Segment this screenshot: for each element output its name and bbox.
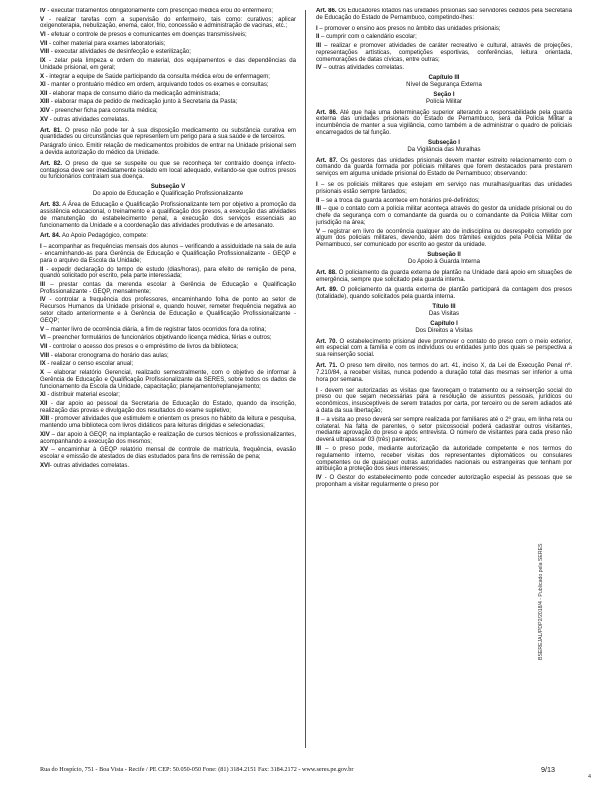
- clause-number: IV: [40, 8, 46, 14]
- clause-paragraph: [40, 335, 296, 342]
- article-paragraph: [316, 270, 572, 284]
- paragraph-text: – a visita ao preso deverá ser sempre realizada por familiares até o 2º grau, em linha reta ou colateral. Na falta de parentes, o setor psicossocial poderá cadastrar outros visitantes, mediante aprovação do preso e após entrevista. O número de visitantes para cada preso não deverá ultrapassar 03 (três) parentes;: [316, 416, 572, 444]
- paragraph-text: – se os policiais militares que estejam em serviço nas muralhas/guaritas das unidades prisionais estão sempre fardados;: [316, 182, 572, 195]
- paragraph-text: - colher material para exames laboratoriais;: [47, 40, 166, 47]
- paragraph-text: – preencher formulários de funcionários objetivando licença médica, férias e outros;: [45, 335, 272, 342]
- paragraph-text: - O Gestor do estabelecimento pode conceder autorização especial às pessoas que se proponham a visitar regularmente o preso por: [316, 475, 572, 488]
- clause-paragraph: [40, 58, 296, 72]
- paragraph-text: - distribuir material escolar;: [45, 392, 120, 399]
- clause-paragraph: [40, 32, 296, 39]
- clause-paragraph: [40, 244, 296, 265]
- paragraph-text: - expedir declaração do tempo de estudo (dias/horas), para efeito de remição de pena, quando solicitado por escrito, pela parte interessada;: [40, 266, 296, 280]
- clause-paragraph: [316, 43, 572, 64]
- clause-paragraph: [40, 82, 296, 89]
- clause-paragraph: [40, 432, 296, 446]
- clause-number: III: [316, 445, 322, 452]
- clause-number: VI: [40, 335, 46, 342]
- paragraph-text: – dar apoio à GEQP, na implantação e realização de cursos técnicos e profissionalizantes, acompanhando a execução dos mesmos;: [40, 431, 296, 445]
- paragraph-text: - controlar o acesso dos presos e o empréstimo de livros da biblioteca;: [47, 343, 239, 350]
- clause-paragraph: [316, 182, 572, 196]
- clause-number: III: [316, 206, 322, 213]
- clause-number: IX: [40, 361, 46, 368]
- page-number: 9/13: [541, 765, 555, 774]
- article-paragraph: [316, 158, 572, 179]
- clause-number: XI: [40, 392, 46, 399]
- paragraph-text: O policiamento da guarda externa de plantão na Unidade dará apoio em situações de emergência, sempre que solicitado pela guarda interna.: [316, 269, 572, 283]
- article-label: Art. 87.: [316, 157, 338, 164]
- article-paragraph: [316, 339, 572, 360]
- paragraph-text: - integrar a equipe de Saúde participando da consulta médica e/ou de enfermagem;: [44, 73, 270, 80]
- clause-paragraph: [40, 117, 296, 124]
- paragraph-text: - dar apoio ao pessoal da Secretaria de Educação do Estado, quando da inscrição, realização das provas e divulgação dos resultados do exame supletivo;: [40, 400, 296, 414]
- paragraph-text: - manter o prontuário médico em ordem, arquivando todos os exames e consultas;: [45, 82, 269, 89]
- paragraph-text: – que o contato com a polícia militar aconteça através do gestor da unidade prisional ou do chefe da segurança com o comandante da guarda ou o comandante da Polícia Militar com jurisdição na área;: [316, 206, 572, 226]
- section-subtitle: Do apoio de Educação e Qualificação Profissionalizante: [92, 191, 244, 198]
- article-label: Art. 83.: [40, 201, 61, 208]
- clause-number: IV: [316, 65, 322, 72]
- footer-address: Rua do Hospício, 751 - Boa Vista - Recife / PE CEP: 50.050-050 Fone: (81) 3184.2151 Fax: 3184.2172 - www.seres.pe.gov.br: [40, 766, 354, 773]
- clause-number: VIII: [40, 352, 50, 359]
- section-subtitle: Dos Direitos a Visitas: [415, 327, 473, 334]
- paragraph-text: - realizar tarefas com a supervisão do enfermeiro, tais como: curativos; aplicar oxigenoterapia, nebulização, enema, calor, frio, concessão e administração de vacinas, etc.;: [40, 16, 296, 30]
- article-label: Art. 71.: [316, 363, 338, 370]
- clause-paragraph: [40, 361, 296, 368]
- paragraph-text: - controlar a frequência dos professores, encaminhando folha de ponto ao setor de Recursos Humanos da Unidade prisional e, quando houver, remeter frequência negativa ao setor citado anteriormente e à Gerência de Educação e Qualificação Profissionalizante - GEQP;: [40, 297, 296, 325]
- paragraph-text: O preso de que se suspeite ou que se reconheça ter contraído doença infecto-contagiosa deve ser imediatamente isolado em local adequado, evitando-se que outros presos ou funcionários contraiam sua doença.: [40, 160, 296, 181]
- clause-number: VIII: [40, 49, 50, 56]
- clause-number: X: [40, 369, 45, 376]
- paragraph-text: - outras atividades correlatas.: [49, 462, 130, 469]
- paragraph-text: - executar atividades de desinfecção e esterilização;: [49, 49, 191, 56]
- section-subtitle: Das Visitas: [428, 311, 460, 317]
- article-label: Art. 86.: [316, 8, 337, 14]
- clause-number: VII: [40, 40, 48, 47]
- article-label: Art. 70.: [316, 338, 338, 345]
- article-paragraph: [316, 287, 572, 301]
- paragraph-text: Os gestores das unidades prisionais devem manter estreito relacionamento com o comando da guarda formada por policiais militares que forem destacados para prestarem serviços em alguma unidade prisional do Estado de Pernambuco; observando:: [316, 157, 572, 178]
- article-label: Art. 81.: [40, 127, 62, 134]
- article-label: Art. 84.: [40, 233, 61, 240]
- paragraph-text: – cumprir com o calendário escolar;: [319, 34, 417, 41]
- column-divider: [305, 10, 306, 748]
- clause-number: VII: [40, 343, 48, 350]
- paragraph-text: – encaminhar à GEQP relatório mensal de controle de matrícula, frequência, evasão escolar e emissão de atestados de dias estudados para fins de remissão de pena;: [40, 447, 296, 461]
- clause-paragraph: [40, 41, 296, 48]
- clause-number: II: [316, 197, 320, 204]
- paragraph-text: – registrar em livro de ocorrência qualquer ato de indisciplina ou desrespeito cometido por algum dos policiais militares, devendo, além dos trâmites exigidos pela Polícia Militar de Pernambuco, ser comunicado por escrito ao gestor da unidade.: [316, 228, 572, 249]
- paragraph-text: – acompanhar as frequências mensais dos alunos – verificando a assiduidade na sala de aula - encaminhando-as para Gerência de Educação e Qualificação Profissionalizante - GEQP e para o arquivo da Escola da Unidade;: [40, 244, 296, 264]
- clause-number: XII: [40, 90, 48, 97]
- clause-number: XIII: [40, 416, 50, 423]
- clause-paragraph: [40, 17, 296, 31]
- section-heading: Capítulo III: [428, 75, 460, 82]
- clause-paragraph: [316, 229, 572, 250]
- clause-number: XI: [40, 82, 46, 89]
- paragraph-text: O preso não pode ter à sua disposição medicamento ou substância curativa em quantidades ou circunstâncias que representem um perigo para a sua saúde e de terceiros.: [40, 127, 296, 141]
- section-subtitle: Polícia Militar: [426, 98, 462, 105]
- paragraph-text: – manter livro de ocorrência diária, a fim de registrar fatos ocorridos fora da rotina;: [44, 326, 267, 333]
- article-paragraph: [316, 363, 572, 384]
- side-stamp: BSEREJAL/PDP2/2018/4 - Publicado pela SERES: [538, 543, 544, 660]
- clause-number: XVI: [40, 462, 50, 469]
- clause-number: XIV: [40, 431, 50, 438]
- paragraph-text: - zelar pela limpeza e ordem do material, dos equipamentos e das dependências da Unidade prisional, em geral;: [40, 58, 296, 71]
- clause-paragraph: [40, 282, 296, 296]
- clause-number: XV: [40, 116, 49, 123]
- clause-number: IX: [40, 58, 46, 65]
- clause-paragraph: [316, 388, 572, 415]
- clause-number: VI: [40, 32, 46, 39]
- clause-number: XV: [40, 447, 49, 454]
- paragraph-text: - devem ser autorizadas as visitas que favoreçam o tratamento ou a reinserção social do preso ou que sejam necessárias para a resolução de assuntos pessoais, jurídicos ou econômicos, insusceptíveis de serem tratados por carta, por terceiro ou de serem adiados até à data da sua libertação;: [316, 387, 572, 415]
- clause-paragraph: [40, 463, 296, 470]
- clause-number: XII: [40, 400, 48, 407]
- article-paragraph: [40, 202, 296, 229]
- clause-paragraph: [40, 74, 296, 81]
- section-subtitle: Nível de Segurança Externa: [406, 81, 482, 88]
- article-label: Art. 89.: [316, 287, 338, 294]
- clause-number: I: [316, 25, 318, 32]
- clause-paragraph: [40, 49, 296, 56]
- clause-paragraph: [40, 353, 296, 360]
- paragraph-text: - efetuar o controle de presos e comunicantes em doenças transmissíveis;: [45, 32, 247, 39]
- clause-number: XIII: [40, 99, 50, 106]
- article-label: Art. 82.: [40, 160, 63, 167]
- clause-paragraph: [316, 65, 572, 72]
- clause-number: II: [40, 266, 44, 273]
- article-paragraph: [316, 8, 572, 22]
- clause-paragraph: [40, 447, 296, 461]
- section-heading: Subseção V: [150, 184, 186, 191]
- clause-number: IV: [40, 297, 46, 304]
- paragraph-text: Até que haja uma determinação superior alterando a responsabilidade pela guarda externa das unidades prisionais do Estado de Pernambuco, será da Polícia Militar a incumbência de manter a sua vigilância, como também a de administrar o quadro de policiais encarregados de tal função.: [316, 109, 572, 137]
- clause-number: II: [316, 34, 320, 41]
- clause-paragraph: [316, 198, 572, 205]
- clause-paragraph: [40, 370, 296, 391]
- paragraph-text: O preso tem direito, nos termos do art. 41, inciso X, da Lei de Execução Penal nº. 7.210/84, a receber visitas, nunca podendo a duração total das mesmas ser inferior a uma hora por semana.: [316, 363, 572, 383]
- clause-paragraph: [316, 34, 572, 41]
- paragraph-text: – se a troca da guarda acontece em horários pré-definidos;: [319, 197, 480, 204]
- article-paragraph: [40, 161, 296, 182]
- left-column: [40, 8, 296, 760]
- clause-number: II: [316, 416, 320, 423]
- clause-paragraph: [40, 8, 296, 15]
- clause-paragraph: [40, 143, 296, 157]
- corner-mark: 4: [588, 774, 592, 780]
- paragraph-text: - elaborar cronograma do horário das aulas;: [49, 352, 169, 359]
- clause-paragraph: [40, 416, 296, 430]
- clause-number: XIV: [40, 108, 50, 115]
- article-label: Art. 86.: [316, 109, 338, 116]
- paragraph-text: - elaborar mapa de pedido de medicação junto à Secretaria da Pasta;: [49, 99, 238, 106]
- paragraph-text: – prestar contas da merenda escolar à Gerência de Educação e Qualificação Profissionalizante - GEQP, mensalmente;: [40, 282, 296, 295]
- clause-number: V: [40, 16, 45, 23]
- clause-number: III: [316, 42, 322, 49]
- section-heading: Subseção II: [427, 252, 461, 259]
- paragraph-text: - realizar o censo escolar anual;: [45, 361, 134, 368]
- clause-number: I: [316, 182, 318, 189]
- clause-number: I: [40, 244, 42, 251]
- right-column: [316, 8, 572, 760]
- article-paragraph: [40, 233, 296, 240]
- paragraph-text: – elaborar relatório Gerencial, realizado semestralmente, com o objetivo de informar à Gerência de Educação e Qualificação Profissionalizante da SERES, sobre todos os dados de funcionamento da Escola da Unidade, capacitação; planejamento/replanejamento;: [40, 369, 296, 390]
- clause-paragraph: [316, 26, 572, 33]
- paragraph-text: - outras atividades correlatas.: [48, 116, 130, 123]
- paragraph-text: - promover atividades que estimulem e orientem os presos no hábito da leitura e pesquisa, mantendo uma biblioteca com livros didáticos para leituras dirigidas e selecionadas;: [40, 416, 296, 430]
- clause-paragraph: [40, 401, 296, 415]
- clause-number: I: [316, 387, 318, 394]
- clause-number: IV: [316, 475, 322, 482]
- clause-paragraph: [40, 344, 296, 351]
- paragraph-text: O estabelecimento prisional deve promover o contato do preso com o meio exterior, em especial com a família e com os indivíduos ou entidades junto dos quais se perspectiva a sua reinserção social.: [316, 338, 572, 359]
- paragraph-text: – outras atividades correlatas.: [321, 65, 405, 72]
- clause-paragraph: [40, 91, 296, 98]
- section-heading: Subseção I: [428, 139, 460, 146]
- paragraph-text: Parágrafo único. Emitir relação de medicamentos proibidos de entrar na Unidade prisional sem a devida autorização do médico da Unidade.: [40, 143, 296, 156]
- paragraph-text: – promover o ensino aos presos no âmbito das unidades prisionais;: [317, 25, 501, 32]
- clause-paragraph: [316, 206, 572, 227]
- paragraph-text: - executar tratamentos obrigatoriamente com prescrição médica e/ou do enfermeiro;: [45, 8, 273, 14]
- article-paragraph: [316, 110, 572, 137]
- paragraph-text: – o preso pode, mediante autorização da autoridade competente e nos termos do regulamento interno, receber visitas dos representantes diplomáticos ou consulares competentes ou de quaisquer outras autoridades nacionais ou estrangeiras que tenham por atribuição a proteção dos seus interesses;: [316, 445, 572, 473]
- paragraph-text: – realizar e promover atividades de caráter recreativo e cultural, através de projeções, representações artísticas, competições esportivas, conferências, leitura orientada, comemorações de datas cívicas, entre outras;: [316, 42, 572, 63]
- clause-paragraph: [40, 267, 296, 281]
- paragraph-text: Ao Apoio Pedagógico, compete:: [60, 233, 148, 240]
- clause-number: III: [40, 282, 46, 288]
- section-subtitle: Da Vigilância das Muralhas: [407, 146, 481, 153]
- clause-paragraph: [316, 417, 572, 444]
- paragraph-text: - elaborar mapa de consumo diário da medicação administrada;: [47, 90, 221, 97]
- paragraph-text: O policiamento da guarda externa de plantão participará da contagem dos presos (totalidade), quando solicitados pela guarda interna.: [316, 287, 572, 301]
- article-paragraph: [40, 128, 296, 142]
- clause-paragraph: [40, 99, 296, 106]
- clause-number: X: [40, 73, 45, 80]
- clause-paragraph: [40, 392, 296, 399]
- clause-paragraph: [40, 297, 296, 324]
- section-heading: Título III: [432, 304, 456, 311]
- clause-number: V: [316, 228, 321, 235]
- article-label: Art. 88.: [316, 269, 337, 276]
- clause-paragraph: [316, 446, 572, 473]
- clause-paragraph: [40, 327, 296, 334]
- section-heading: Seção I: [433, 91, 455, 98]
- section-heading: Capítulo I: [430, 320, 458, 327]
- paragraph-text: - preencher ficha para consulta médica;: [49, 108, 158, 115]
- clause-paragraph: [40, 108, 296, 115]
- clause-number: V: [40, 326, 45, 333]
- section-subtitle: Do Apoio à Guarda Interna: [408, 258, 480, 265]
- paragraph-text: Os Educadores lotados nas unidades prisionais são servidores cedidos pela Secretaria de Educação do Estado de Pernambuco, competindo-lhes:: [316, 8, 572, 21]
- clause-paragraph: [316, 475, 572, 489]
- paragraph-text: A Área de Educação e Qualificação Profissionalizante tem por objetivo a promoção da assistência educacional, o treinamento e a qualificação dos presos, a execução das atividades de manutenção do estabelecimento penal, a execução dos serviços essenciais ao funcionamento da Unidade e a coordenação das atividades produtivas e de artesanato.: [40, 201, 296, 229]
- page-footer: [40, 765, 555, 775]
